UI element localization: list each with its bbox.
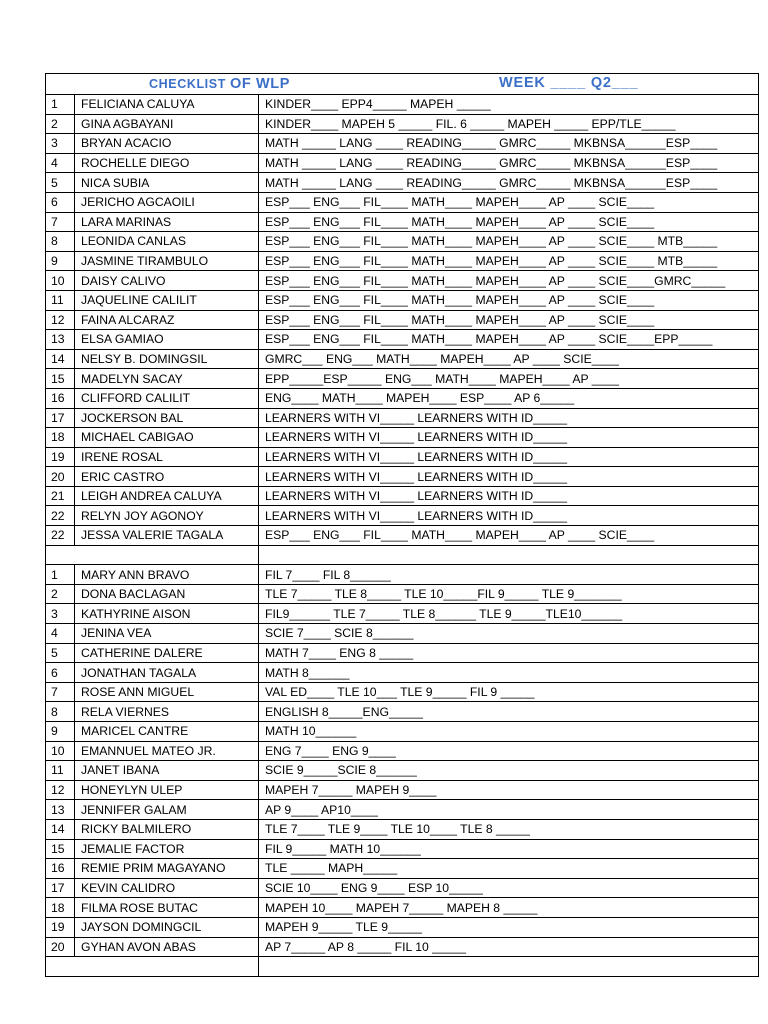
table-row bbox=[46, 722, 759, 742]
row-number: 13 bbox=[46, 330, 75, 350]
table-row bbox=[46, 584, 759, 604]
subject-checklist: ESP___ ENG___ FIL____ MATH____ MAPEH____ AP ____ SCIE____ bbox=[259, 526, 759, 546]
subject-checklist: TLE 7_____ TLE 8_____ TLE 10_____FIL 9_____ TLE 9_______ bbox=[259, 584, 759, 604]
subject-checklist: ESP___ ENG___ FIL____ MATH____ MAPEH____ AP ____ SCIE____ MTB_____ bbox=[259, 232, 759, 252]
table-row bbox=[46, 114, 759, 134]
table-row bbox=[46, 192, 759, 212]
teacher-name: ERIC CASTRO bbox=[75, 467, 259, 487]
table-row bbox=[46, 388, 759, 408]
subject-checklist: KINDER____ EPP4_____ MAPEH _____ bbox=[259, 95, 759, 115]
subject-checklist: MATH _____ LANG ____ READING_____ GMRC_____ MKBNSA______ESP____ bbox=[259, 134, 759, 154]
row-number: 1 bbox=[46, 95, 75, 115]
subject-checklist: MATH 10______ bbox=[259, 722, 759, 742]
row-number: 22 bbox=[46, 526, 75, 546]
row-number: 11 bbox=[46, 761, 75, 781]
row-number: 21 bbox=[46, 486, 75, 506]
teacher-name: MARY ANN BRAVO bbox=[75, 565, 259, 585]
row-number: 16 bbox=[46, 388, 75, 408]
subject-checklist: MATH 7____ ENG 8 _____ bbox=[259, 643, 759, 663]
table-row bbox=[46, 271, 759, 291]
table-row bbox=[46, 839, 759, 859]
table-row bbox=[46, 898, 759, 918]
subject-checklist: ENGLISH 8_____ENG_____ bbox=[259, 702, 759, 722]
subject-checklist: LEARNERS WITH VI_____ LEARNERS WITH ID_____ bbox=[259, 467, 759, 487]
row-number: 19 bbox=[46, 447, 75, 467]
teacher-name: EMANNUEL MATEO JR. bbox=[75, 741, 259, 761]
table-row bbox=[46, 859, 759, 879]
row-number: 3 bbox=[46, 604, 75, 624]
checklist-title bbox=[149, 75, 290, 93]
teacher-name: ROCHELLE DIEGO bbox=[75, 153, 259, 173]
table-row bbox=[46, 937, 759, 957]
row-number: 16 bbox=[46, 859, 75, 879]
table-row bbox=[46, 251, 759, 271]
subject-checklist: AP 9____ AP10____ bbox=[259, 800, 759, 820]
blank-row bbox=[46, 545, 759, 565]
table-row bbox=[46, 878, 759, 898]
teacher-name: JENINA VEA bbox=[75, 624, 259, 644]
teacher-name: FELICIANA CALUYA bbox=[75, 95, 259, 115]
row-number: 17 bbox=[46, 408, 75, 428]
teacher-name: BRYAN ACACIO bbox=[75, 134, 259, 154]
subject-checklist: SCIE 7____ SCIE 8______ bbox=[259, 624, 759, 644]
subject-checklist: SCIE 9_____SCIE 8______ bbox=[259, 761, 759, 781]
blank-cell bbox=[46, 957, 259, 977]
row-number: 11 bbox=[46, 290, 75, 310]
subject-checklist: LEARNERS WITH VI_____ LEARNERS WITH ID_____ bbox=[259, 408, 759, 428]
teacher-name: NELSY B. DOMINGSIL bbox=[75, 349, 259, 369]
row-number: 3 bbox=[46, 134, 75, 154]
table-row bbox=[46, 663, 759, 683]
table-row bbox=[46, 134, 759, 154]
checklist-word: CHECKLIST bbox=[149, 77, 226, 91]
teacher-name: MARICEL CANTRE bbox=[75, 722, 259, 742]
subject-checklist: LEARNERS WITH VI_____ LEARNERS WITH ID_____ bbox=[259, 506, 759, 526]
subject-checklist: MATH _____ LANG ____ READING_____ GMRC_____ MKBNSA______ESP____ bbox=[259, 173, 759, 193]
table-row bbox=[46, 565, 759, 585]
subject-checklist: ESP___ ENG___ FIL____ MATH____ MAPEH____ AP ____ SCIE____GMRC_____ bbox=[259, 271, 759, 291]
row-number: 6 bbox=[46, 192, 75, 212]
subject-checklist: TLE _____ MAPH_____ bbox=[259, 859, 759, 879]
teacher-name: JANET IBANA bbox=[75, 761, 259, 781]
table-row bbox=[46, 761, 759, 781]
row-number: 7 bbox=[46, 212, 75, 232]
table-row bbox=[46, 310, 759, 330]
table-row bbox=[46, 290, 759, 310]
row-number: 10 bbox=[46, 271, 75, 291]
row-number: 19 bbox=[46, 917, 75, 937]
subject-checklist: MATH 8______ bbox=[259, 663, 759, 683]
subject-checklist: ESP___ ENG___ FIL____ MATH____ MAPEH____ AP ____ SCIE____ bbox=[259, 310, 759, 330]
teacher-name: GINA AGBAYANI bbox=[75, 114, 259, 134]
teacher-name: RELYN JOY AGONOY bbox=[75, 506, 259, 526]
row-number: 8 bbox=[46, 232, 75, 252]
subject-checklist: ESP___ ENG___ FIL____ MATH____ MAPEH____ AP ____ SCIE____ bbox=[259, 290, 759, 310]
title-cell bbox=[46, 74, 759, 95]
blank-cell bbox=[259, 957, 759, 977]
subject-checklist: SCIE 10____ ENG 9____ ESP 10_____ bbox=[259, 878, 759, 898]
teacher-name: RICKY BALMILERO bbox=[75, 819, 259, 839]
teacher-name: ROSE ANN MIGUEL bbox=[75, 682, 259, 702]
subject-checklist: MAPEH 7_____ MAPEH 9____ bbox=[259, 780, 759, 800]
row-number: 12 bbox=[46, 310, 75, 330]
teacher-name: KATHYRINE AISON bbox=[75, 604, 259, 624]
table-row bbox=[46, 153, 759, 173]
teacher-name: KEVIN CALIDRO bbox=[75, 878, 259, 898]
subject-checklist: ENG 7____ ENG 9____ bbox=[259, 741, 759, 761]
table-row bbox=[46, 212, 759, 232]
teacher-name: JONATHAN TAGALA bbox=[75, 663, 259, 683]
table-row bbox=[46, 428, 759, 448]
subject-checklist: FIL 7____ FIL 8______ bbox=[259, 565, 759, 585]
blank-cell bbox=[46, 545, 259, 565]
row-number: 5 bbox=[46, 173, 75, 193]
teacher-name: ELSA GAMIAO bbox=[75, 330, 259, 350]
table-row bbox=[46, 741, 759, 761]
teacher-name: LEONIDA CANLAS bbox=[75, 232, 259, 252]
teacher-name: JAQUELINE CALILIT bbox=[75, 290, 259, 310]
teacher-name: JENNIFER GALAM bbox=[75, 800, 259, 820]
row-number: 4 bbox=[46, 153, 75, 173]
teacher-name: CLIFFORD CALILIT bbox=[75, 388, 259, 408]
table-row bbox=[46, 682, 759, 702]
table-row bbox=[46, 369, 759, 389]
teacher-name: JESSA VALERIE TAGALA bbox=[75, 526, 259, 546]
row-number: 6 bbox=[46, 663, 75, 683]
teacher-name: REMIE PRIM MAGAYANO bbox=[75, 859, 259, 879]
subject-checklist: FIL 9_____ MATH 10______ bbox=[259, 839, 759, 859]
teacher-name: DAISY CALIVO bbox=[75, 271, 259, 291]
row-number: 15 bbox=[46, 839, 75, 859]
teacher-name: JERICHO AGCAOILI bbox=[75, 192, 259, 212]
row-number: 14 bbox=[46, 349, 75, 369]
subject-checklist: LEARNERS WITH VI_____ LEARNERS WITH ID_____ bbox=[259, 447, 759, 467]
subject-checklist: ESP___ ENG___ FIL____ MATH____ MAPEH____ AP ____ SCIE____ bbox=[259, 212, 759, 232]
teacher-name: LEIGH ANDREA CALUYA bbox=[75, 486, 259, 506]
table-row bbox=[46, 526, 759, 546]
teacher-name: IRENE ROSAL bbox=[75, 447, 259, 467]
table-row bbox=[46, 702, 759, 722]
teacher-name: FILMA ROSE BUTAC bbox=[75, 898, 259, 918]
row-number: 20 bbox=[46, 467, 75, 487]
subject-checklist: VAL ED____ TLE 10___ TLE 9_____ FIL 9 _____ bbox=[259, 682, 759, 702]
row-number: 8 bbox=[46, 702, 75, 722]
teacher-name: LARA MARINAS bbox=[75, 212, 259, 232]
row-number: 9 bbox=[46, 251, 75, 271]
week-quarter-label: WEEK ____ Q2___ bbox=[499, 75, 639, 91]
teacher-name: FAINA ALCARAZ bbox=[75, 310, 259, 330]
subject-checklist: EPP_____ESP_____ ENG___ MATH____ MAPEH____ AP ____ bbox=[259, 369, 759, 389]
row-number: 9 bbox=[46, 722, 75, 742]
table-row bbox=[46, 330, 759, 350]
teacher-name: MADELYN SACAY bbox=[75, 369, 259, 389]
subject-checklist: ESP___ ENG___ FIL____ MATH____ MAPEH____ AP ____ SCIE____ MTB_____ bbox=[259, 251, 759, 271]
row-number: 14 bbox=[46, 819, 75, 839]
row-number: 2 bbox=[46, 114, 75, 134]
blank-row bbox=[46, 957, 759, 977]
row-number: 18 bbox=[46, 898, 75, 918]
row-number: 18 bbox=[46, 428, 75, 448]
subject-checklist: AP 7_____ AP 8 _____ FIL 10 _____ bbox=[259, 937, 759, 957]
table-row bbox=[46, 800, 759, 820]
subject-checklist: KINDER____ MAPEH 5 _____ FIL. 6 _____ MAPEH _____ EPP/TLE_____ bbox=[259, 114, 759, 134]
table-row bbox=[46, 643, 759, 663]
row-number: 10 bbox=[46, 741, 75, 761]
teacher-name: RELA VIERNES bbox=[75, 702, 259, 722]
teacher-name: MICHAEL CABIGAO bbox=[75, 428, 259, 448]
teacher-name: JOCKERSON BAL bbox=[75, 408, 259, 428]
subject-checklist: ENG____ MATH____ MAPEH____ ESP____ AP 6_____ bbox=[259, 388, 759, 408]
subject-checklist: ESP___ ENG___ FIL____ MATH____ MAPEH____ AP ____ SCIE____ bbox=[259, 192, 759, 212]
table-row bbox=[46, 604, 759, 624]
teacher-name: JEMALIE FACTOR bbox=[75, 839, 259, 859]
teacher-name: CATHERINE DALERE bbox=[75, 643, 259, 663]
table-row bbox=[46, 467, 759, 487]
row-number: 4 bbox=[46, 624, 75, 644]
subject-checklist: ESP___ ENG___ FIL____ MATH____ MAPEH____ AP ____ SCIE____EPP_____ bbox=[259, 330, 759, 350]
row-number: 5 bbox=[46, 643, 75, 663]
teacher-name: GYHAN AVON ABAS bbox=[75, 937, 259, 957]
row-number: 17 bbox=[46, 878, 75, 898]
table-row bbox=[46, 917, 759, 937]
teacher-name: DONA BACLAGAN bbox=[75, 584, 259, 604]
table-row bbox=[46, 408, 759, 428]
subject-checklist: LEARNERS WITH VI_____ LEARNERS WITH ID_____ bbox=[259, 428, 759, 448]
of-wlp-word: OF WLP bbox=[230, 76, 290, 92]
row-number: 7 bbox=[46, 682, 75, 702]
table-row bbox=[46, 447, 759, 467]
row-number: 20 bbox=[46, 937, 75, 957]
row-number: 1 bbox=[46, 565, 75, 585]
subject-checklist: MAPEH 10____ MAPEH 7_____ MAPEH 8 _____ bbox=[259, 898, 759, 918]
subject-checklist: TLE 7____ TLE 9____ TLE 10____ TLE 8 _____ bbox=[259, 819, 759, 839]
checklist-table bbox=[45, 73, 759, 977]
table-row bbox=[46, 819, 759, 839]
teacher-name: NICA SUBIA bbox=[75, 173, 259, 193]
row-number: 2 bbox=[46, 584, 75, 604]
subject-checklist: FIL9______ TLE 7_____ TLE 8______ TLE 9_____TLE10______ bbox=[259, 604, 759, 624]
table-row bbox=[46, 486, 759, 506]
teacher-name: JASMINE TIRAMBULO bbox=[75, 251, 259, 271]
table-row bbox=[46, 780, 759, 800]
row-number: 13 bbox=[46, 800, 75, 820]
table-row bbox=[46, 173, 759, 193]
table-row bbox=[46, 506, 759, 526]
teacher-name: HONEYLYN ULEP bbox=[75, 780, 259, 800]
table-row bbox=[46, 232, 759, 252]
row-number: 22 bbox=[46, 506, 75, 526]
subject-checklist: MATH _____ LANG ____ READING_____ GMRC_____ MKBNSA______ESP____ bbox=[259, 153, 759, 173]
blank-cell bbox=[259, 545, 759, 565]
subject-checklist: LEARNERS WITH VI_____ LEARNERS WITH ID_____ bbox=[259, 486, 759, 506]
table-row bbox=[46, 349, 759, 369]
table-row bbox=[46, 624, 759, 644]
title-row bbox=[46, 74, 759, 95]
wlp-checklist-sheet bbox=[45, 73, 758, 977]
subject-checklist: MAPEH 9_____ TLE 9_____ bbox=[259, 917, 759, 937]
table-row bbox=[46, 95, 759, 115]
row-number: 12 bbox=[46, 780, 75, 800]
teacher-name: JAYSON DOMINGCIL bbox=[75, 917, 259, 937]
row-number: 15 bbox=[46, 369, 75, 389]
subject-checklist: GMRC___ ENG___ MATH____ MAPEH____ AP ____ SCIE____ bbox=[259, 349, 759, 369]
